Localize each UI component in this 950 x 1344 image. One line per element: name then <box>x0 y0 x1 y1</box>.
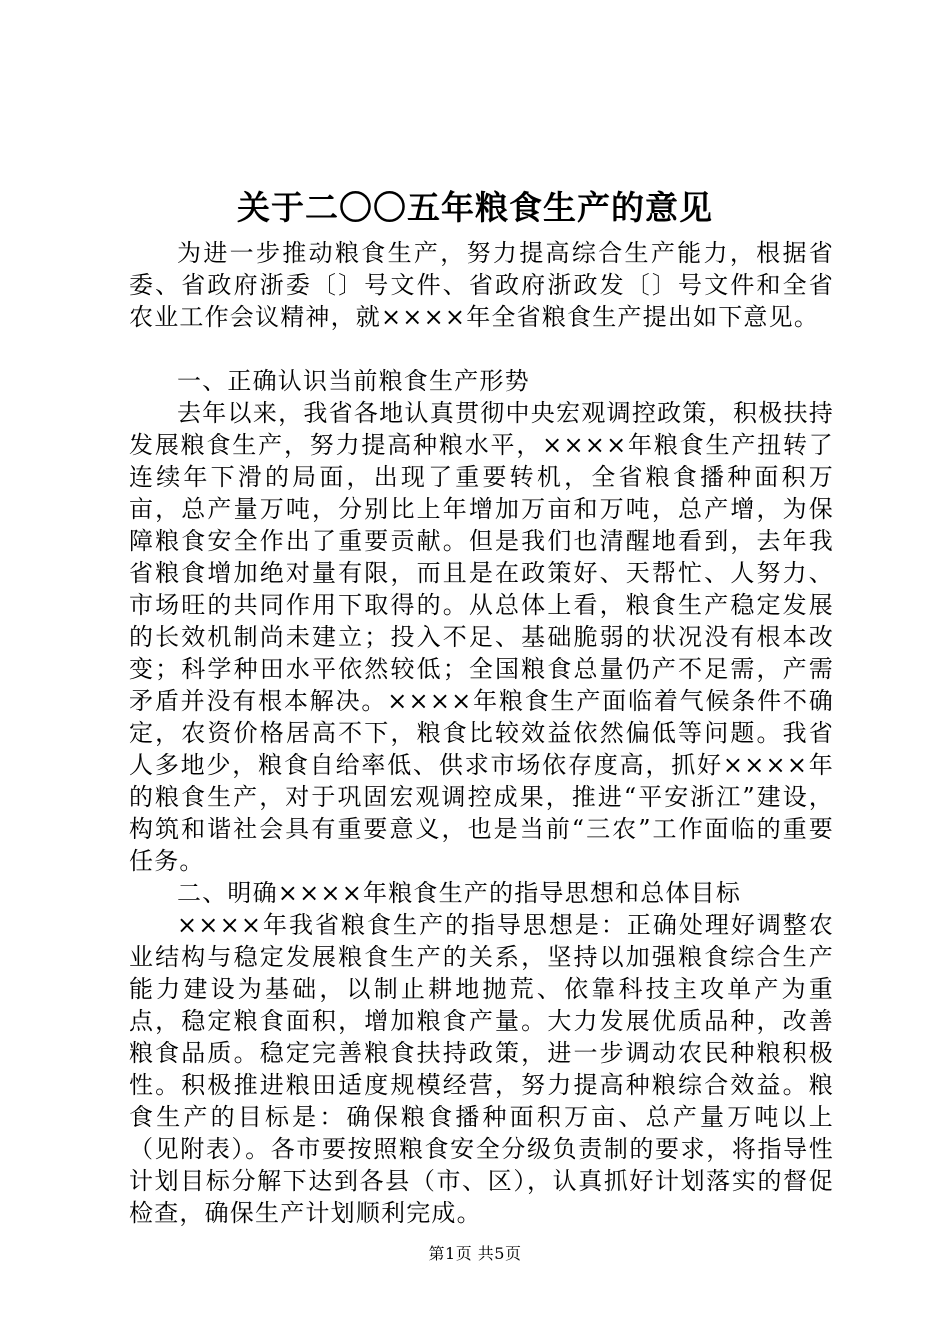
intro-paragraph: 为进一步推动粮食生产，努力提高综合生产能力，根据省委、省政府浙委〔〕号文件、省政府浙政发〔〕号文件和全省农业工作会议精神，就××××年全省粮食生产提出如下意见。 <box>129 239 834 331</box>
section-1-heading: 一、正确认识当前粮食生产形势 <box>177 367 530 395</box>
document-title: 关于二〇〇五年粮食生产的意见 <box>237 188 713 227</box>
section-2-heading: 二、明确××××年粮食生产的指导思想和总体目标 <box>177 879 742 907</box>
page-footer: 第1页 共5页 <box>428 1244 522 1263</box>
section-2-paragraph: ××××年我省粮食生产的指导思想是：正确处理好调整农业结构与稳定发展粮食生产的关系，坚持以加强粮食综合生产能力建设为基础，以制止耕地抛荒、依靠科技主攻单产为重点，稳定粮食面积，增加粮食产量。大力发展优质品种，改善粮食品质。稳定完善粮食扶持政策，进一步调动农民种粮积极性。积极推进粮田适度规模经营，努力提高种粮综合效益。粮食生产的目标是：确保粮食播种面积万亩、总产量万吨以上（见附表）。各市要按照粮食安全分级负责制的要求，将指导性计划目标分解下达到各县（市、区），认真抓好计划落实的督促检查，确保生产计划顺利完成。 <box>129 911 834 1227</box>
paragraph-gap <box>129 333 834 365</box>
document-body <box>129 237 834 1229</box>
section-1-paragraph: 去年以来，我省各地认真贯彻中央宏观调控政策，积极扶持发展粮食生产，努力提高种粮水平，××××年粮食生产扭转了连续年下滑的局面，出现了重要转机，全省粮食播种面积万亩，总产量万吨，分别比上年增加万亩和万吨，总产增，为保障粮食安全作出了重要贡献。但是我们也清醒地看到，去年我省粮食增加绝对量有限，而且是在政策好、天帮忙、人努力、市场旺的共同作用下取得的。从总体上看，粮食生产稳定发展的长效机制尚未建立；投入不足、基础脆弱的状况没有根本改变；科学种田水平依然较低；全国粮食总量仍产不足需，产需矛盾并没有根本解决。××××年粮食生产面临着气候条件不确定，农资价格居高不下，粮食比较效益依然偏低等问题。我省人多地少，粮食自给率低、供求市场依存度高，抓好××××年的粮食生产，对于巩固宏观调控成果，推进“平安浙江”建设，构筑和谐社会具有重要意义，也是当前“三农”工作面临的重要任务。 <box>129 399 834 875</box>
